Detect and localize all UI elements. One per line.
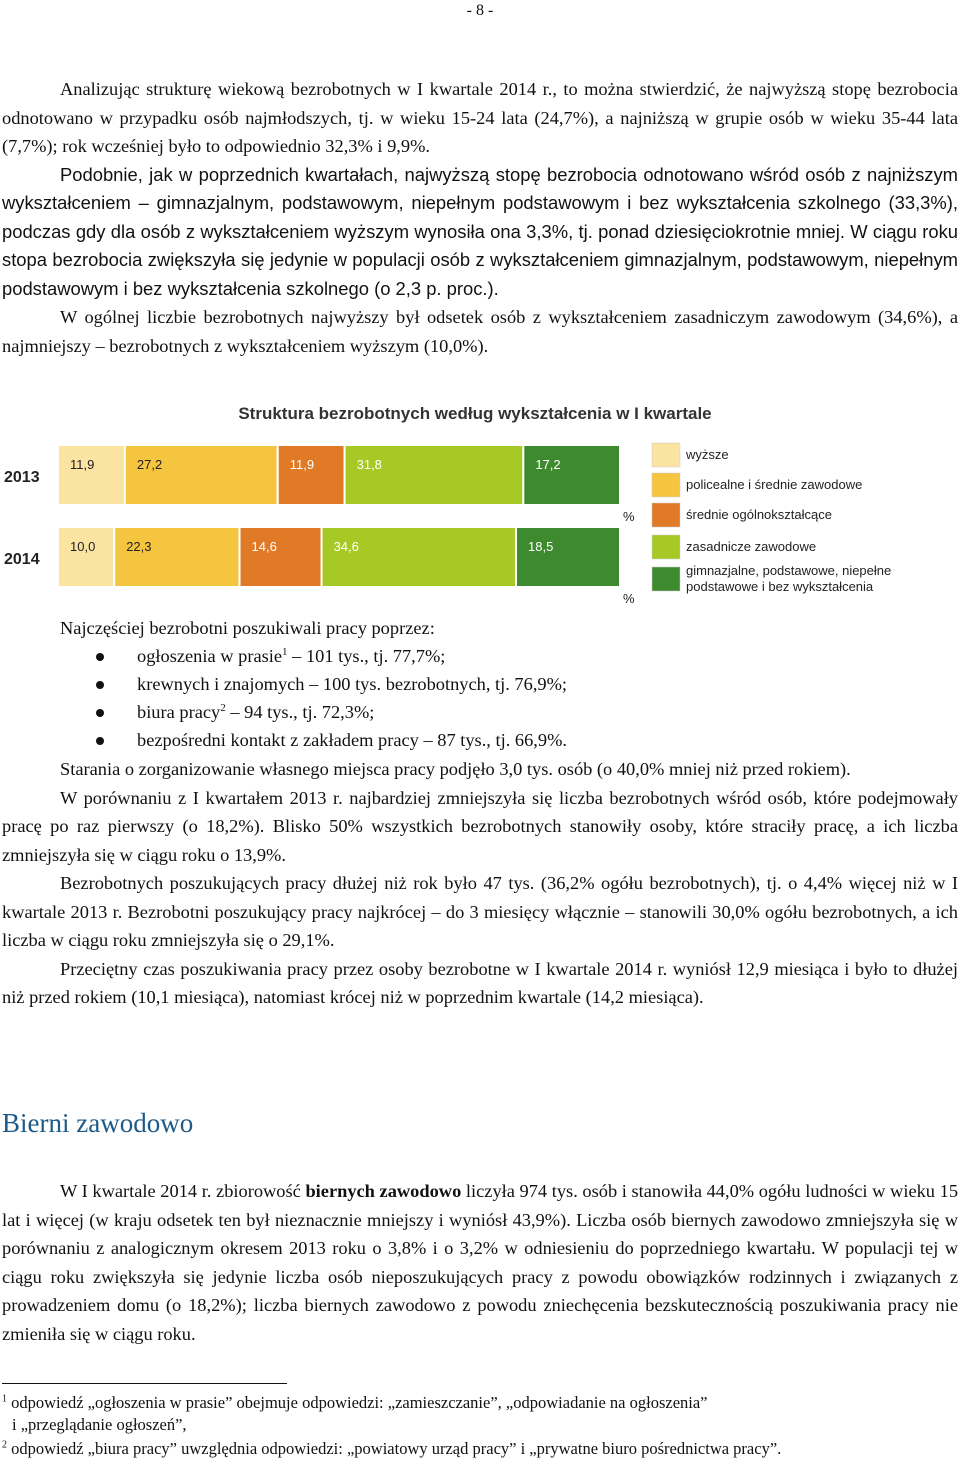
list-item-main: biura pracy <box>137 702 221 722</box>
body-text-inactive <box>2 1177 958 1348</box>
list-item <box>0 726 960 754</box>
bar-value-label: 11,9 <box>289 457 315 472</box>
category-label: 2014 <box>4 551 40 568</box>
list-item-main: bezpośredni kontakt z zakładem pracy – 87 tys., tj. 66,9%. <box>137 730 568 750</box>
list-item-rest: – 94 tys., tj. 72,3%; <box>225 702 375 722</box>
legend-label: zasadnicze zawodowe <box>686 539 817 554</box>
bar-segment <box>58 445 125 505</box>
legend-swatch <box>652 503 680 527</box>
footnote-separator <box>2 1383 287 1384</box>
chart-legend <box>652 443 891 594</box>
inactive-bold: biernych zawodowo <box>305 1181 462 1201</box>
bar-segment <box>523 445 620 505</box>
footnote-ref: 1 <box>282 645 288 658</box>
chart-bars <box>4 445 635 606</box>
paragraph-first-job: W porównaniu z I kwartałem 2013 r. najbardziej zmniejszyła się liczba bezrobotnych wśród osób, które podejmowały pracę po raz pierwszy (o 18,2%). Blisko 50% wszystkich bezrobotnych stanowiły osoby, które straciły pracę, a ich liczba zmniejszyła się w ciągu roku o 13,9%. <box>2 787 958 865</box>
bar-value-label: 11,9 <box>70 457 95 472</box>
page-number: - 8 - <box>466 2 494 19</box>
unit-label: % <box>623 591 635 606</box>
inactive-text-before: W I kwartale 2014 r. zbiorowość <box>60 1181 306 1201</box>
list-item <box>0 698 960 726</box>
bar-value-label: 22,3 <box>126 539 152 554</box>
body-text-middle <box>2 755 958 1012</box>
bullet-icon <box>96 681 104 689</box>
category-label: 2013 <box>4 469 40 486</box>
bar-value-label: 18,5 <box>528 539 554 554</box>
list-item <box>0 642 960 670</box>
legend-swatch <box>652 567 680 591</box>
list-intro: Najczęściej bezrobotni poszukiwali pracy poprzez: <box>60 618 435 638</box>
bar-value-label: 31,8 <box>356 457 382 472</box>
footnote-2-number: 2 <box>2 1439 7 1451</box>
list-item-rest: – 101 tys., tj. 77,7%; <box>287 646 446 666</box>
footnote-1-text: odpowiedź „ogłoszenia w prasie” obejmuje odpowiedzi: „zamieszczanie”, „odpowiadanie na ogłoszenia” <box>11 1393 708 1412</box>
education-structure-chart <box>0 395 960 606</box>
body-text-top <box>2 75 958 360</box>
legend-label: policealne i średnie zawodowe <box>686 477 863 492</box>
paragraph-inactive <box>2 1177 958 1348</box>
list-item-main: krewnych i znajomych – 100 tys. bezrobotnych, tj. 76,9%; <box>137 674 568 694</box>
bullet-icon <box>96 709 104 717</box>
paragraph-search-time: Przeciętny czas poszukiwania pracy przez osoby bezrobotne w I kwartale 2014 r. wyniósł 12,9 miesiąca i było to dłużej niż przed rokiem (10,1 miesiąca), natomiast krócej niż w poprzednim kwartale (14,2 miesiąca). <box>2 958 958 1007</box>
section-heading: Bierni zawodowo <box>2 1108 194 1138</box>
paragraph-education-share: W ogólnej liczbie bezrobotnych najwyższy był odsetek osób z wykształceniem zasadniczym zawodowym (34,6%), a najmniejszy – bezrobotnych z wykształceniem wyższym (10,0%). <box>2 307 958 356</box>
legend-label: gimnazjalne, podstawowe, niepełne podstawowe i bez wykształcenia <box>686 563 892 594</box>
bullet-icon <box>96 737 104 745</box>
footnote-ref: 2 <box>220 701 226 714</box>
bar-value-label: 27,2 <box>136 457 163 472</box>
paragraph-long-term: Bezrobotnych poszukujących pracy dłużej niż rok było 47 tys. (36,2% ogółu bezrobotnych), tj. o 4,4% więcej niż w I kwartale 2013 r. Bezrobotni poszukujący pracy najkrócej – do 3 miesięcy włącznie – stanowili 30,0% ogółu bezrobotnych, a ich liczba w ciągu roku zmniejszyła się o 29,1%. <box>2 873 958 950</box>
bar-segment <box>240 527 322 587</box>
bar-value-label: 14,6 <box>251 539 277 554</box>
footnote-1-continuation: i „przeglądanie ogłoszeń”, <box>12 1415 187 1434</box>
bar-segment <box>278 445 345 505</box>
list-item-text <box>137 670 567 698</box>
legend-swatch <box>652 535 680 559</box>
bar-segment <box>125 445 278 505</box>
legend-swatch <box>652 443 680 467</box>
bullet-icon <box>96 653 104 661</box>
bar-value-label: 17,2 <box>535 457 561 472</box>
footnote-2-text: odpowiedź „biura pracy” uwzględnia odpowiedzi: „powiatowy urząd pracy” i „prywatne biuro pośrednictwa pracy”. <box>11 1439 782 1458</box>
list-item-text <box>137 642 445 670</box>
legend-label: wyższe <box>686 447 729 462</box>
bar-segment <box>114 527 239 587</box>
bar-value-label: 10,0 <box>70 539 96 554</box>
legend-label: średnie ogólnokształcące <box>686 507 832 522</box>
list-item <box>0 670 960 698</box>
list-item-main: ogłoszenia w prasie <box>137 646 283 666</box>
list-item-text <box>137 698 374 726</box>
search-methods-list <box>0 614 960 754</box>
footnote-1-number: 1 <box>2 1393 7 1405</box>
footnote-1 <box>2 1392 958 1436</box>
paragraph-own-business: Starania o zorganizowanie własnego miejsca pracy podjęło 3,0 tys. osób (o 40,0% mniej niż przed rokiem). <box>60 759 851 779</box>
list-item-text <box>137 726 567 754</box>
chart-title: Struktura bezrobotnych według wykształcenia w I kwartale <box>238 404 712 423</box>
bar-segment <box>322 527 516 587</box>
bar-segment <box>516 527 620 587</box>
footnote-2 <box>2 1438 958 1460</box>
paragraph-education-rate: Podobnie, jak w poprzednich kwartałach, najwyższą stopę bezrobocia odnotowano wśród osób z najniższym wykształceniem – gimnazjalnym, podstawowym, niepełnym podstawowym i bez wykształcenia szkolnego (33,3%), podczas gdy dla osób z wykształceniem wyższym wynosiła ona 3,3%, tj. ponad dziesięciokrotnie mniej. W ciągu roku stopa bezrobocia zwiększyła się jedynie w populacji osób z wykształceniem gimnazjalnym, podstawowym, niepełnym podstawowym i bez wykształcenia szkolnego (o 2,3 p. proc.). <box>2 163 958 299</box>
bar-value-label: 34,6 <box>333 539 359 554</box>
bar-segment <box>58 527 114 587</box>
paragraph-age-structure: Analizując strukturę wiekową bezrobotnych w I kwartale 2014 r., to można stwierdzić, że najwyższą stopę bezrobocia odnotowano w przypadku osób najmłodszych, tj. w wieku 15-24 lata (24,7%), a najniższą w grupie osób w wieku 35-44 lata (7,7%); rok wcześniej było to odpowiednio 32,3% i 9,9%. <box>2 79 958 156</box>
inactive-text-after: liczyła 974 tys. osób i stanowiła 44,0% ogółu ludności w wieku 15 lat i więcej (w kraju odsetek ten był nieznacznie mniejszy i wyniósł 43,9%). Liczba osób biernych zawodowo zmniejszyła się w porównaniu z analogicznym okresem 2013 roku o 3,8% i o 3,2% w odniesieniu do poprzedniego kwartału. W populacji tej w ciągu roku zwiększyła się jedynie liczba osób nieposzukujących pracy z powodu obowiązków rodzinnych i związanych z prowadzeniem domu (o 18,2%); liczba biernych zawodowo z powodu zniechęcenia bezskutecznością poszukiwania pracy nie zmieniła się w ciągu roku. <box>2 1181 959 1344</box>
unit-label: % <box>623 509 635 524</box>
legend-swatch <box>652 473 680 497</box>
bar-segment <box>345 445 524 505</box>
